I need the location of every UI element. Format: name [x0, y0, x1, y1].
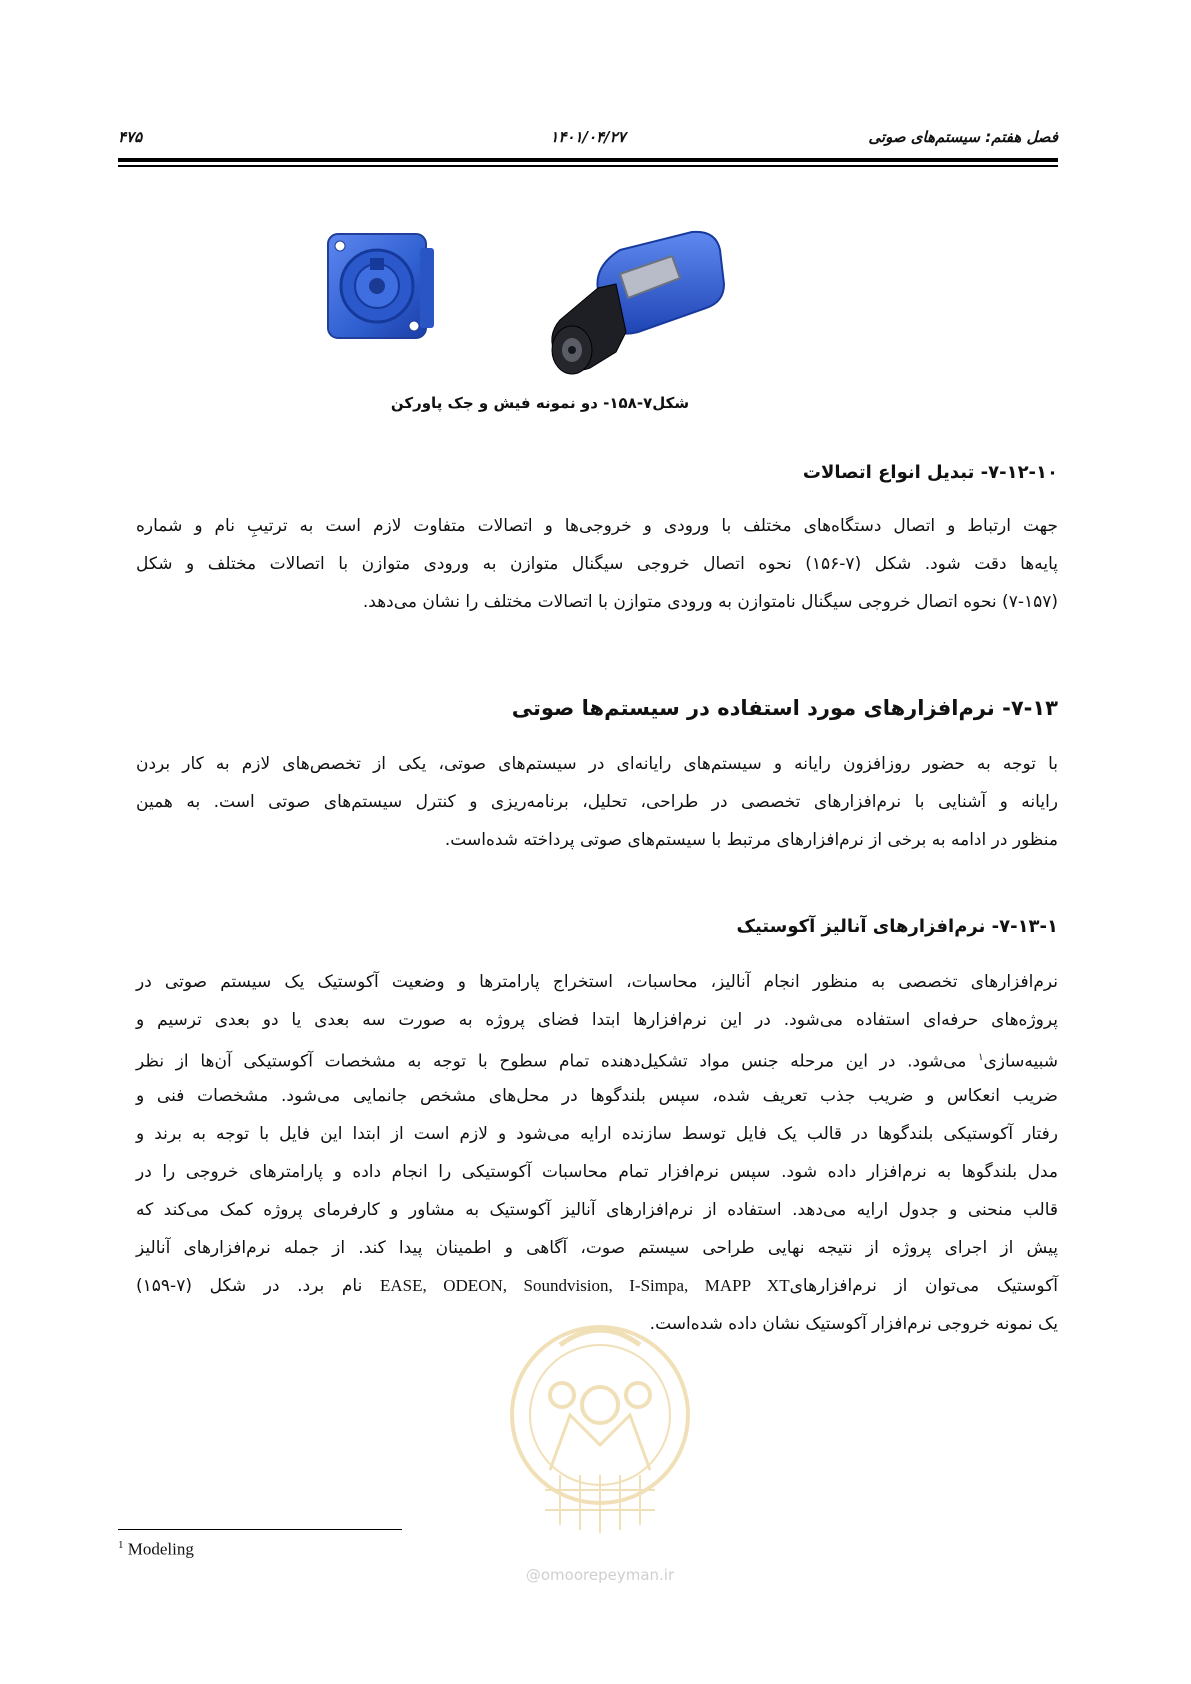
heading-7-12-10: ۷-۱۲-۱۰- تبدیل انواع اتصالات	[802, 462, 1058, 483]
footnote-text: Modeling	[127, 1539, 194, 1559]
text-line: قالب منحنی و جدول ارایه می‌دهد. استفاده از نرم‌افزارهای آنالیز آکوستیک به مشاور و کارفرمای پروژه کمک می‌کند که	[136, 1200, 1058, 1220]
running-header	[118, 128, 1058, 154]
chapter-title: فصل هفتم: سیستم‌های صوتی	[868, 128, 1058, 146]
text-line: جهت ارتباط و اتصال دستگاه‌های مختلف با ورودی و خروجی‌ها و اتصالات متفاوت لازم است به ترتیبِ نام و شماره	[136, 516, 1058, 536]
figure-powercon-connectors	[320, 228, 800, 398]
software-list: EASE, ODEON, Soundvision, I-Simpa, MAPP XT	[380, 1276, 790, 1295]
heading-7-13: ۷-۱۳- نرم‌افزارهای مورد استفاده در سیستم‌ها صوتی	[511, 696, 1058, 720]
heading-7-13-1: ۷-۱۳-۱- نرم‌افزارهای آنالیز آکوستیک	[736, 916, 1058, 937]
text-line	[136, 1039, 1058, 1077]
text-segment: نام برد. در شکل (۷-۱۵۹)	[136, 1276, 363, 1296]
watermark-logo	[490, 1295, 710, 1585]
page-number: ۴۷۵	[118, 128, 143, 146]
text-line: پروژه‌های حرفه‌ای استفاده می‌شود. در این نرم‌افزارها ابتدا فضای پروژه به صورت سه بعدی یا دو بعدی ترسیم و	[136, 1010, 1058, 1030]
watermark-url: @omoorepeyman.ir	[525, 1566, 675, 1584]
header-rule-thin	[118, 165, 1058, 167]
header-date: ۱۴۰۱/۰۴/۲۷	[550, 128, 626, 146]
text-line: مدل بلندگوها به نرم‌افزار داده شود. سپس نرم‌افزار تمام محاسبات آکوستیکی را انجام داده و پارامترهای خروجی را در	[136, 1162, 1058, 1182]
paragraph-acoustic-analysis	[136, 963, 1058, 1343]
paragraph-connections	[136, 507, 1058, 621]
text-line: پیش از اجرای پروژه از نتیجه نهایی طراحی سیستم صوت، آگاهی و اطمینان پیدا کند. از جمله نرم‌افزارهای آنالیز	[136, 1238, 1058, 1258]
panel-jack-image	[328, 234, 434, 338]
text-line: رفتار آکوستیکی بلندگوها در قالب یک فایل توسط سازنده ارایه می‌شود و لازم است از ابتدا این فایل با توجه به برند و	[136, 1124, 1058, 1144]
cable-connector-image	[552, 232, 724, 374]
text-line: (۷-۱۵۷) نحوه اتصال خروجی سیگنال نامتوازن به ورودی متوازن با اتصالات مختلف را نشان می‌دهد.	[362, 592, 1058, 612]
text-line: رایانه و آشنایی با نرم‌افزارهای تخصصی در طراحی، تحلیل، برنامه‌ریزی و کنترل سیستم‌های صوتی است. به همین	[136, 792, 1058, 812]
header-rule-thick	[118, 158, 1058, 162]
text-segment: می‌شود. در این مرحله جنس مواد تشکیل‌دهنده تمام سطوح با توجه به مشخصات آکوستیکی آن‌ها از نظر	[136, 1051, 979, 1072]
footnote	[118, 1539, 194, 1560]
figure-caption: شکل۷-۱۵۸- دو نمونه فیش و جک پاورکن	[390, 394, 690, 412]
text-segment: شبیه‌سازی	[983, 1051, 1058, 1072]
footnote-marker: 1	[118, 1539, 124, 1551]
text-segment: آکوستیک می‌توان از نرم‌افزارهای	[789, 1276, 1059, 1296]
footnote-rule	[118, 1529, 402, 1530]
text-line: ضریب انعکاس و ضریب جذب تعریف شده، سپس بلندگوها در محل‌های مشخص جانمایی می‌شود. مشخصات فنی و	[136, 1086, 1058, 1106]
text-line: با توجه به حضور روزافزون رایانه و سیستم‌های رایانه‌ای در سیستم‌های صوتی، یکی از تخصص‌های لازم به کار بردن	[136, 754, 1058, 774]
footnote-ref: ۱	[978, 1052, 984, 1063]
text-line: یک نمونه خروجی نرم‌افزار آکوستیک نشان داده شده‌است.	[649, 1314, 1058, 1334]
text-line: پایه‌ها دقت شود. شکل (۷-۱۵۶) نحوه اتصال خروجی سیگنال متوازن به ورودی متوازن با اتصالات مختلف و شکل	[136, 554, 1059, 574]
text-line: نرم‌افزارهای تخصصی به منظور انجام آنالیز، محاسبات، استخراج پارامترها و وضعیت آکوستیک یک سیستم صوتی در	[136, 972, 1058, 992]
paragraph-software	[136, 745, 1058, 859]
text-line: منظور در ادامه به برخی از نرم‌افزارهای مرتبط با سیستم‌های صوتی پرداخته شده‌است.	[444, 830, 1058, 850]
